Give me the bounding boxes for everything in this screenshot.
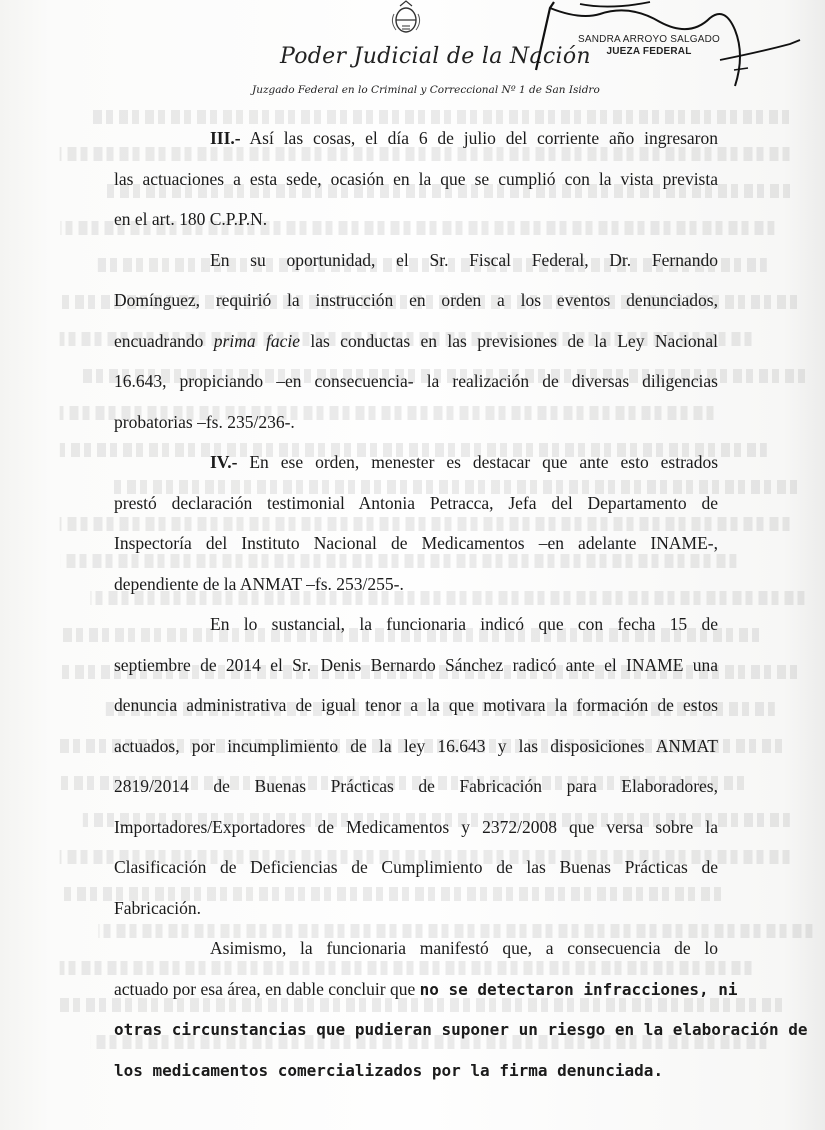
paragraph-conclusion: Asimismo, la funcionaria manifestó que, a consecuencia de lo actuado por esa área, en dable concluir que no se detectaron infracciones, ni otras circunstancias que pudieran suponer un riesgo en la elaboración de los medicamentos comercializados por la firma denunciada. bbox=[114, 928, 718, 1091]
resolution-body bbox=[114, 118, 808, 1091]
italic-term: prima facie bbox=[213, 330, 300, 351]
court-header-subtitle: Juzgado Federal en lo Criminal y Correccional Nº 1 de San Isidro bbox=[252, 84, 600, 96]
bold-finding-cont: otras circunstancias que pudieran suponer un riesgo en la elaboración de bbox=[114, 1020, 808, 1039]
paragraph-iii: III.- Así las cosas, el día 6 de julio del corriente año ingresaron las actuaciones a esta sede, ocasión en la que se cumplió con la vista prevista en el art. 180 C.P.P.N. bbox=[114, 128, 718, 229]
section-heading-iii: III.- bbox=[210, 128, 241, 148]
paragraph-iv: IV.- En ese orden, menester es destacar que ante esto estrados prestó declaración testimonial Antonia Petracca, Jefa del Departamento de Inspectoría del Instituto Nacional de Medicamentos –en adelante INAME-, dependiente de la ANMAT –fs. 253/255-. bbox=[114, 452, 718, 594]
bold-finding-end: los medicamentos comercializados por la firma denunciada. bbox=[114, 1060, 664, 1080]
section-heading-iv: IV.- bbox=[210, 452, 238, 472]
stamp-judge-name: SANDRA ARROYO SALGADO bbox=[578, 34, 721, 45]
court-header-title: Poder Judicial de la Nación bbox=[280, 44, 591, 69]
national-crest-emblem bbox=[388, 0, 424, 34]
bold-finding: no se detectaron infracciones, ni bbox=[419, 979, 738, 999]
stamp-judge-role: JUEZA FEDERAL bbox=[606, 46, 692, 57]
judge-stamp bbox=[578, 34, 720, 58]
paragraph-testimony: En lo sustancial, la funcionaria indicó que con fecha 15 de septiembre de 2014 el Sr. Denis Bernardo Sánchez radicó ante el INAME una denuncia administrativa de igual tenor a la que motivara la formación de estos actuados, por incumplimiento de la ley 16.643 y las disposiciones ANMAT 2819/2014 de Buenas Prácticas de Fabricación para Elaboradores, Importadores/Exportadores de Medicamentos y 2372/2008 que versa sobre la Clasificación de Deficiencias de Cumplimiento de las Buenas Prácticas de Fabricación. bbox=[114, 614, 718, 918]
paragraph-fiscal-request: En su oportunidad, el Sr. Fiscal Federal, Dr. Fernando Domínguez, requirió la instrucción en orden a los eventos denunciados, encuadrando prima facie las conductas en las previsiones de la Ley Nacional 16.643, propiciando –en consecuencia- la realización de diversas diligencias probatorias –fs. 235/236-. bbox=[114, 249, 718, 432]
